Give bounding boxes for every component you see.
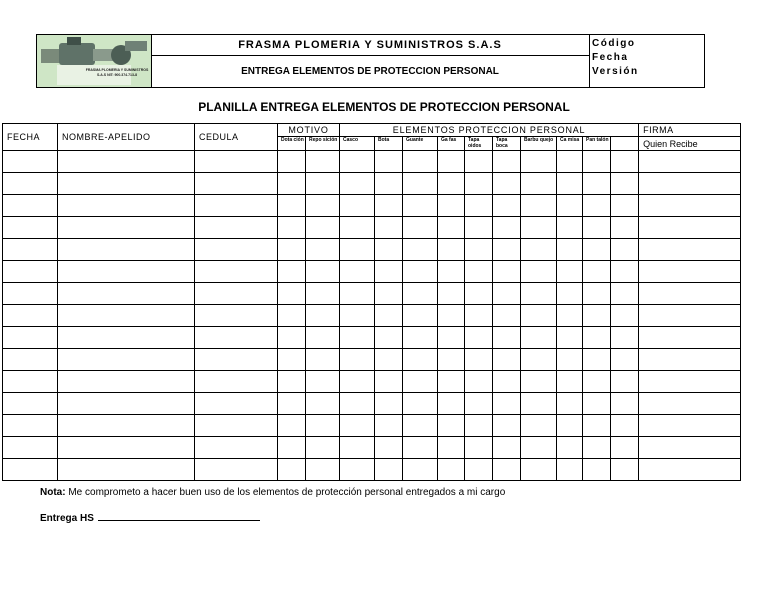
table-cell[interactable] (639, 239, 741, 261)
table-cell[interactable] (3, 327, 58, 349)
table-row (3, 151, 741, 173)
table-cell[interactable] (3, 173, 58, 195)
table-cell[interactable] (58, 327, 195, 349)
table-cell[interactable] (611, 217, 639, 239)
table-cell[interactable] (438, 239, 465, 261)
table-cell[interactable] (278, 327, 306, 349)
table-row (3, 393, 741, 415)
table-row (3, 217, 741, 239)
table-cell[interactable] (465, 371, 493, 393)
table-cell[interactable] (438, 283, 465, 305)
table-cell[interactable] (438, 371, 465, 393)
table-cell[interactable] (493, 151, 521, 173)
table-cell[interactable] (58, 239, 195, 261)
table-cell[interactable] (611, 283, 639, 305)
table-cell[interactable] (493, 239, 521, 261)
table-cell[interactable] (465, 239, 493, 261)
table-cell[interactable] (521, 459, 557, 481)
table-cell[interactable] (195, 305, 278, 327)
table-cell[interactable] (583, 393, 611, 415)
table-cell[interactable] (278, 371, 306, 393)
signature-line[interactable] (98, 510, 260, 521)
table-cell[interactable] (403, 261, 438, 283)
nota-label: Nota: (40, 487, 66, 498)
table-cell[interactable] (521, 393, 557, 415)
table-row (3, 327, 741, 349)
table-cell[interactable] (493, 459, 521, 481)
table-cell[interactable] (557, 437, 583, 459)
table-cell[interactable] (465, 195, 493, 217)
table-cell[interactable] (3, 349, 58, 371)
table-cell[interactable] (438, 261, 465, 283)
delivery-table (2, 123, 741, 481)
table-cell[interactable] (493, 283, 521, 305)
table-cell[interactable] (403, 217, 438, 239)
table-cell[interactable] (58, 173, 195, 195)
table-cell[interactable] (375, 459, 403, 481)
elem-casco: Casco (340, 137, 375, 151)
table-cell[interactable] (493, 393, 521, 415)
table-cell[interactable] (611, 305, 639, 327)
table-row (3, 437, 741, 459)
table-cell[interactable] (403, 415, 438, 437)
table-cell[interactable] (3, 305, 58, 327)
table-cell[interactable] (278, 415, 306, 437)
table-cell[interactable] (639, 371, 741, 393)
logo-text: FRASMA PLOMERIA Y SUMINISTROS S.A.S NIT: 900.374.713-8 (85, 68, 149, 77)
table-cell[interactable] (611, 151, 639, 173)
table-cell[interactable] (195, 415, 278, 437)
table-cell[interactable] (403, 283, 438, 305)
table-row (3, 459, 741, 481)
table-cell[interactable] (465, 283, 493, 305)
table-cell[interactable] (58, 371, 195, 393)
table-cell[interactable] (465, 327, 493, 349)
table-cell[interactable] (583, 371, 611, 393)
table-cell[interactable] (375, 305, 403, 327)
table-cell[interactable] (340, 437, 375, 459)
table-cell[interactable] (3, 459, 58, 481)
table-cell[interactable] (583, 195, 611, 217)
table-cell[interactable] (493, 349, 521, 371)
elem-gafas: Ga fas (438, 137, 465, 151)
table-cell[interactable] (278, 261, 306, 283)
table-cell[interactable] (557, 415, 583, 437)
table-cell[interactable] (375, 261, 403, 283)
table-cell[interactable] (278, 349, 306, 371)
table-cell[interactable] (195, 173, 278, 195)
nota-text: Me comprometo a hacer buen uso de los elementos de protección personal entregados a mi cargo (68, 487, 506, 498)
codigo-label: Código (592, 38, 636, 49)
table-cell[interactable] (340, 305, 375, 327)
motivo-dotacion: Dota ción (278, 137, 306, 151)
table-cell[interactable] (340, 393, 375, 415)
table-cell[interactable] (403, 305, 438, 327)
table-cell[interactable] (306, 415, 340, 437)
page-title: PLANILLA ENTREGA ELEMENTOS DE PROTECCION PERSONAL (198, 100, 570, 114)
table-row (3, 239, 741, 261)
table-cell[interactable] (195, 195, 278, 217)
table-cell[interactable] (521, 283, 557, 305)
table-row (3, 349, 741, 371)
table-row (3, 195, 741, 217)
table-cell[interactable] (278, 173, 306, 195)
elem-camisa: Ca misa (557, 137, 583, 151)
table-body (3, 151, 741, 481)
table-cell[interactable] (493, 195, 521, 217)
fecha-label: Fecha (592, 52, 629, 63)
table-cell[interactable] (3, 437, 58, 459)
table-cell[interactable] (521, 415, 557, 437)
table-cell[interactable] (3, 261, 58, 283)
table-cell[interactable] (611, 195, 639, 217)
document-header (36, 34, 705, 88)
table-cell[interactable] (375, 349, 403, 371)
table-cell[interactable] (521, 239, 557, 261)
table-cell[interactable] (306, 371, 340, 393)
table-cell[interactable] (403, 327, 438, 349)
table-cell[interactable] (611, 459, 639, 481)
col-cedula: CEDULA (195, 124, 278, 151)
table-cell[interactable] (583, 349, 611, 371)
table-cell[interactable] (557, 371, 583, 393)
table-cell[interactable] (58, 283, 195, 305)
table-cell[interactable] (403, 393, 438, 415)
header-meta (592, 37, 639, 79)
table-cell[interactable] (306, 283, 340, 305)
table-cell[interactable] (195, 151, 278, 173)
firma-quien-recibe: Quien Recibe (639, 137, 741, 151)
table-cell[interactable] (375, 239, 403, 261)
table-cell[interactable] (58, 151, 195, 173)
table-cell[interactable] (278, 239, 306, 261)
table-cell[interactable] (521, 151, 557, 173)
table-cell[interactable] (195, 283, 278, 305)
table-cell[interactable] (306, 349, 340, 371)
table-cell[interactable] (278, 459, 306, 481)
table-cell[interactable] (403, 371, 438, 393)
table-cell[interactable] (58, 261, 195, 283)
table-cell[interactable] (611, 261, 639, 283)
table-cell[interactable] (340, 239, 375, 261)
table-cell[interactable] (611, 173, 639, 195)
table-cell[interactable] (438, 393, 465, 415)
table-cell[interactable] (438, 437, 465, 459)
group-firma: FIRMA (639, 124, 741, 137)
col-nombre: NOMBRE-APELIDO (58, 124, 195, 151)
table-cell[interactable] (195, 349, 278, 371)
table-cell[interactable] (375, 151, 403, 173)
table-cell[interactable] (639, 283, 741, 305)
elem-pantalon: Pan talón (583, 137, 611, 151)
table-cell[interactable] (403, 195, 438, 217)
table-cell[interactable] (465, 261, 493, 283)
table-cell[interactable] (611, 415, 639, 437)
table-cell[interactable] (195, 327, 278, 349)
table-cell[interactable] (557, 151, 583, 173)
table-cell[interactable] (611, 393, 639, 415)
table-cell[interactable] (438, 217, 465, 239)
table-cell[interactable] (465, 393, 493, 415)
elem-bota: Bota (375, 137, 403, 151)
table-cell[interactable] (438, 173, 465, 195)
table-cell[interactable] (375, 437, 403, 459)
table-cell[interactable] (639, 437, 741, 459)
table-cell[interactable] (340, 217, 375, 239)
table-cell[interactable] (340, 415, 375, 437)
table-cell[interactable] (557, 327, 583, 349)
table-cell[interactable] (465, 415, 493, 437)
table-cell[interactable] (340, 195, 375, 217)
table-cell[interactable] (611, 327, 639, 349)
table-cell[interactable] (493, 327, 521, 349)
table-cell[interactable] (611, 437, 639, 459)
table-cell[interactable] (403, 349, 438, 371)
table-row (3, 305, 741, 327)
table-cell[interactable] (375, 173, 403, 195)
table-cell[interactable] (583, 261, 611, 283)
table-cell[interactable] (58, 393, 195, 415)
table-cell[interactable] (493, 217, 521, 239)
table-cell[interactable] (58, 305, 195, 327)
motivo-reposicion: Repo sición (306, 137, 340, 151)
table-cell[interactable] (195, 437, 278, 459)
table-cell[interactable] (438, 349, 465, 371)
table-cell[interactable] (306, 151, 340, 173)
table-cell[interactable] (3, 239, 58, 261)
table-cell[interactable] (3, 371, 58, 393)
table-row (3, 371, 741, 393)
table-cell[interactable] (557, 459, 583, 481)
table-cell[interactable] (557, 283, 583, 305)
table-cell[interactable] (375, 371, 403, 393)
table-cell[interactable] (403, 459, 438, 481)
table-cell[interactable] (58, 459, 195, 481)
table-cell[interactable] (557, 173, 583, 195)
table-cell[interactable] (639, 217, 741, 239)
table-cell[interactable] (639, 261, 741, 283)
table-cell[interactable] (340, 261, 375, 283)
version-label: Versión (592, 66, 639, 77)
table-cell[interactable] (375, 415, 403, 437)
table-cell[interactable] (465, 305, 493, 327)
table-cell[interactable] (375, 327, 403, 349)
table-cell[interactable] (521, 261, 557, 283)
table-cell[interactable] (340, 283, 375, 305)
table-cell[interactable] (278, 151, 306, 173)
table-cell[interactable] (340, 327, 375, 349)
table-cell[interactable] (375, 283, 403, 305)
table-cell[interactable] (583, 459, 611, 481)
table-cell[interactable] (639, 327, 741, 349)
table-cell[interactable] (583, 283, 611, 305)
table-cell[interactable] (375, 393, 403, 415)
table-cell[interactable] (639, 393, 741, 415)
table-cell[interactable] (278, 305, 306, 327)
table-cell[interactable] (58, 349, 195, 371)
table-cell[interactable] (583, 239, 611, 261)
table-cell[interactable] (465, 173, 493, 195)
table-row (3, 283, 741, 305)
table-cell[interactable] (493, 173, 521, 195)
group-motivo: MOTIVO (278, 124, 340, 137)
table-cell[interactable] (3, 415, 58, 437)
table-cell[interactable] (583, 217, 611, 239)
table-cell[interactable] (3, 283, 58, 305)
table-cell[interactable] (278, 393, 306, 415)
table-cell[interactable] (611, 371, 639, 393)
table-cell[interactable] (195, 217, 278, 239)
elem-blank (611, 137, 639, 151)
table-cell[interactable] (611, 349, 639, 371)
table-cell[interactable] (438, 151, 465, 173)
col-fecha: FECHA (3, 124, 58, 151)
table-cell[interactable] (521, 217, 557, 239)
table-cell[interactable] (583, 327, 611, 349)
table-cell[interactable] (306, 305, 340, 327)
table-cell[interactable] (557, 393, 583, 415)
table-row (3, 261, 741, 283)
table-cell[interactable] (639, 305, 741, 327)
table-cell[interactable] (521, 173, 557, 195)
header-subtitle: ENTREGA ELEMENTOS DE PROTECCION PERSONAL (241, 66, 499, 77)
table-cell[interactable] (438, 195, 465, 217)
table-cell[interactable] (195, 371, 278, 393)
table-cell[interactable] (639, 195, 741, 217)
table-cell[interactable] (521, 195, 557, 217)
table-cell[interactable] (521, 437, 557, 459)
table-cell[interactable] (583, 173, 611, 195)
entrega-hs (40, 510, 260, 524)
table-cell[interactable] (521, 371, 557, 393)
table-cell[interactable] (306, 173, 340, 195)
table-cell[interactable] (438, 415, 465, 437)
table-cell[interactable] (340, 173, 375, 195)
entrega-label: Entrega HS (40, 513, 94, 524)
table-cell[interactable] (493, 305, 521, 327)
table-cell[interactable] (465, 349, 493, 371)
table-cell[interactable] (583, 151, 611, 173)
elem-barbuquejo: Barbu quejo (521, 137, 557, 151)
table-cell[interactable] (306, 459, 340, 481)
table-cell[interactable] (521, 349, 557, 371)
group-elementos: ELEMENTOS PROTECCION PERSONAL (340, 124, 639, 137)
table-cell[interactable] (278, 283, 306, 305)
table-cell[interactable] (195, 393, 278, 415)
table-cell[interactable] (306, 217, 340, 239)
table-cell[interactable] (340, 151, 375, 173)
table-cell[interactable] (438, 305, 465, 327)
table-cell[interactable] (306, 437, 340, 459)
table-cell[interactable] (403, 151, 438, 173)
table-cell[interactable] (306, 393, 340, 415)
table-cell[interactable] (3, 393, 58, 415)
table-row (3, 415, 741, 437)
table-cell[interactable] (639, 349, 741, 371)
table-cell[interactable] (340, 349, 375, 371)
table-cell[interactable] (306, 195, 340, 217)
table-cell[interactable] (403, 437, 438, 459)
table-cell[interactable] (340, 371, 375, 393)
table-cell[interactable] (557, 195, 583, 217)
table-cell[interactable] (639, 173, 741, 195)
table-cell[interactable] (58, 195, 195, 217)
elem-guante: Guante (403, 137, 438, 151)
table-cell[interactable] (465, 459, 493, 481)
table-cell[interactable] (278, 437, 306, 459)
table-cell[interactable] (465, 217, 493, 239)
company-name: FRASMA PLOMERIA Y SUMINISTROS S.A.S (151, 35, 589, 56)
table-cell[interactable] (195, 239, 278, 261)
table-cell[interactable] (403, 173, 438, 195)
nota (40, 487, 505, 498)
table-row (3, 173, 741, 195)
table-cell[interactable] (583, 437, 611, 459)
table-cell[interactable] (195, 261, 278, 283)
table-cell[interactable] (375, 217, 403, 239)
table-cell[interactable] (465, 437, 493, 459)
table-cell[interactable] (493, 415, 521, 437)
company-logo (37, 35, 152, 87)
table-cell[interactable] (557, 305, 583, 327)
table-cell[interactable] (639, 151, 741, 173)
table-cell[interactable] (557, 217, 583, 239)
table-cell[interactable] (340, 459, 375, 481)
table-cell[interactable] (3, 195, 58, 217)
table-cell[interactable] (438, 327, 465, 349)
table-cell[interactable] (639, 459, 741, 481)
table-cell[interactable] (557, 261, 583, 283)
table-cell[interactable] (521, 327, 557, 349)
table-cell[interactable] (611, 239, 639, 261)
table-cell[interactable] (465, 151, 493, 173)
table-cell[interactable] (58, 437, 195, 459)
table-cell[interactable] (438, 459, 465, 481)
table-cell[interactable] (195, 459, 278, 481)
table-cell[interactable] (3, 151, 58, 173)
table-cell[interactable] (493, 261, 521, 283)
table-cell[interactable] (3, 217, 58, 239)
table-cell[interactable] (493, 437, 521, 459)
table-cell[interactable] (493, 371, 521, 393)
table-cell[interactable] (306, 239, 340, 261)
table-cell[interactable] (557, 349, 583, 371)
table-cell[interactable] (403, 239, 438, 261)
elem-tapa-boca: Tapa boca (493, 137, 521, 151)
table-cell[interactable] (639, 415, 741, 437)
table-cell[interactable] (278, 217, 306, 239)
table-cell[interactable] (278, 195, 306, 217)
table-cell[interactable] (521, 305, 557, 327)
table-cell[interactable] (58, 415, 195, 437)
table-cell[interactable] (583, 415, 611, 437)
table-cell[interactable] (557, 239, 583, 261)
table-cell[interactable] (583, 305, 611, 327)
table-cell[interactable] (306, 327, 340, 349)
table-cell[interactable] (375, 195, 403, 217)
table-cell[interactable] (58, 217, 195, 239)
table-cell[interactable] (306, 261, 340, 283)
elem-tapa-oidos: Tapa oidos (465, 137, 493, 151)
header-center (151, 35, 590, 87)
